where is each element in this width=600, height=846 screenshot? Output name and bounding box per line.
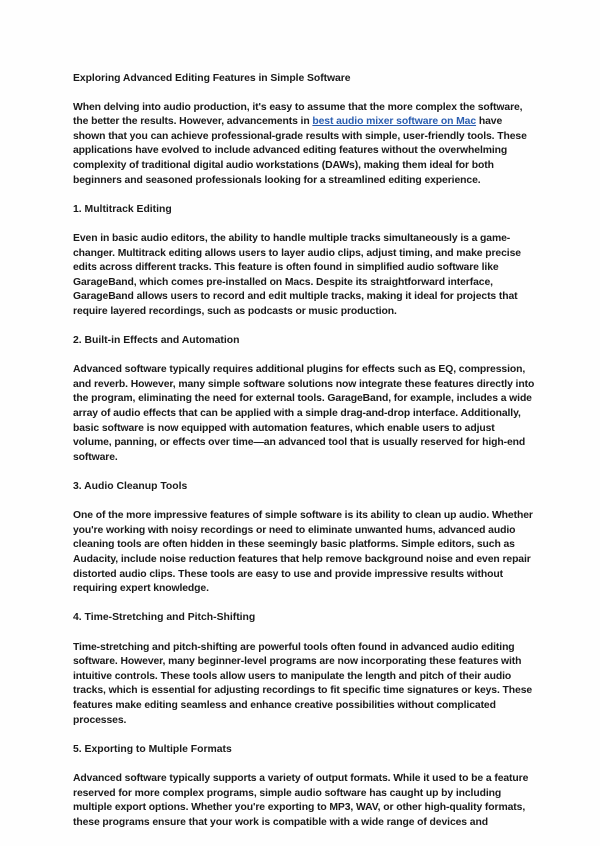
- intro-text-before-link: When delving into audio production, it's easy to assume that the more complex the software, the better the results. However, advancements in: [73, 101, 523, 128]
- section-heading-multitrack: 1. Multitrack Editing: [73, 203, 172, 215]
- section-heading-cleanup: 3. Audio Cleanup Tools: [73, 481, 188, 493]
- section-heading-exporting: 5. Exporting to Multiple Formats: [73, 743, 232, 755]
- intro-text-after-link: have shown that you can achieve professional-grade results with simple, user-friendly tools. These applications have evolved to include advanced editing features without the overwhelming complexity of traditional digital audio workstations (DAWs), making them ideal for both beginners and seasoned professionals looking for a streamlined editing experience.: [73, 116, 527, 186]
- document-content: [73, 72, 535, 845]
- section-body-exporting: Advanced software typically supports a variety of output formats. While it used to be a feature reserved for more complex programs, simple audio software has caught up by including multiple export options. Whether you're exporting to MP3, WAV, or other high-quality formats, these programs ensure that your work is compatible with a wide range of devices and: [73, 772, 529, 828]
- intro-paragraph: [73, 101, 535, 189]
- section-body-multitrack: Even in basic audio editors, the ability to handle multiple tracks simultaneously is a game-changer. Multitrack editing allows users to layer audio clips, adjust timing, and make precise edits across different tracks. This feature is often found in simplified audio software like GarageBand, which comes pre-installed on Macs. Despite its straightforward interface, GarageBand allows users to record and edit multiple tracks, making it ideal for projects that require layered recordings, such as podcasts or music production.: [73, 232, 521, 317]
- section-body-effects: Advanced software typically requires additional plugins for effects such as EQ, compression, and reverb. However, many simple software solutions now integrate these features directly into the program, eliminating the need for external tools. GarageBand, for example, includes a wide array of audio effects that can be applied with a simple drag-and-drop interface. Additionally, basic software is now equipped with automation features, which enable users to adjust volume, panning, or effects over time—an advanced tool that is usually reserved for high-end software.: [73, 364, 535, 463]
- section-heading-effects: 2. Built-in Effects and Automation: [73, 335, 240, 347]
- section-body-time-stretch: Time-stretching and pitch-shifting are powerful tools often found in advanced audio editing software. However, many beginner-level programs are now incorporating these features with intuitive controls. These tools allow users to manipulate the length and pitch of their audio tracks, which is essential for adjusting recordings to fit specific time signatures or keys. These features make editing seamless and enhance creative possibilities without complicated processes.: [73, 641, 533, 726]
- section-heading-time-stretch: 4. Time-Stretching and Pitch-Shifting: [73, 612, 256, 624]
- section-body-cleanup: One of the more impressive features of simple software is its ability to clean up audio. Whether you're working with noisy recordings or need to eliminate unwanted hums, advanced audio cleaning tools are often hidden in these seemingly basic platforms. Simple editors, such as Audacity, include noise reduction features that help remove background noise and even repair distorted audio clips. These tools are easy to use and provide impressive results without requiring expert knowledge.: [73, 510, 533, 595]
- mixer-software-link[interactable]: best audio mixer software on Mac: [312, 116, 477, 128]
- document-title: Exploring Advanced Editing Features in Simple Software: [73, 73, 351, 84]
